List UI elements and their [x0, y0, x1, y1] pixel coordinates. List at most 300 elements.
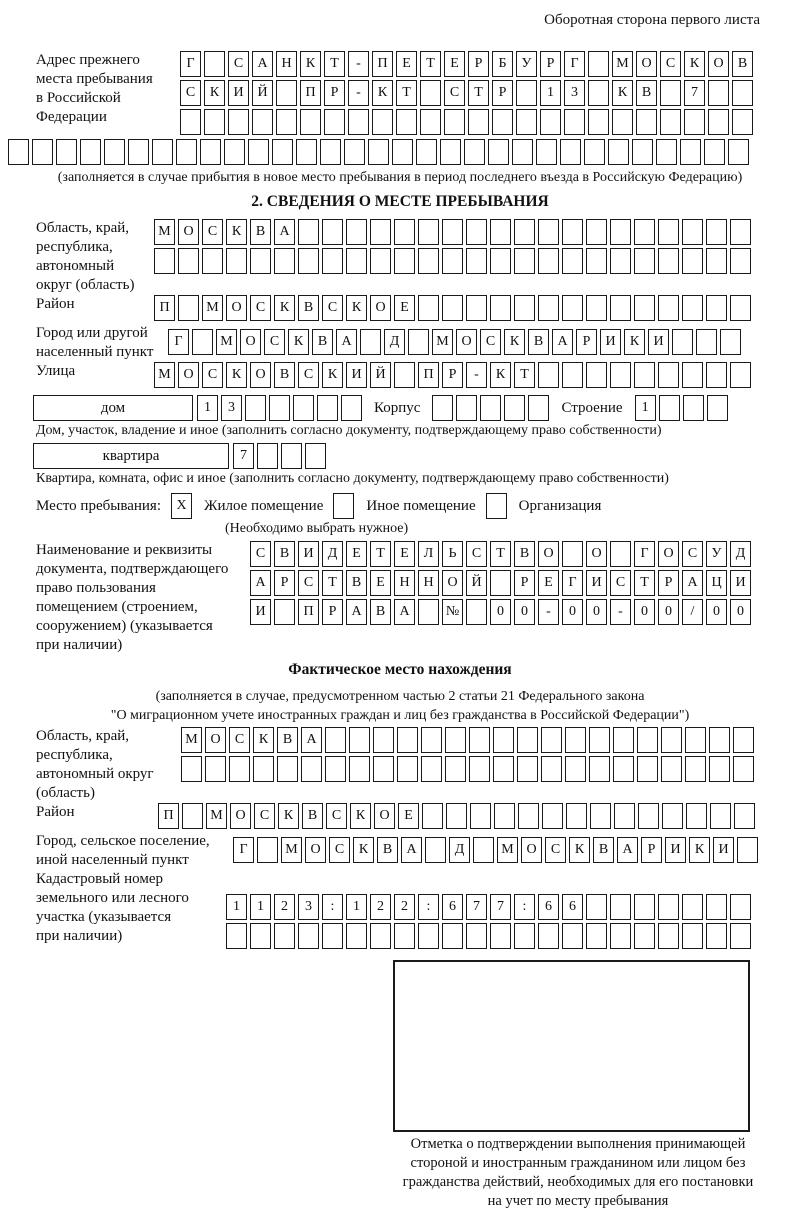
char-cell[interactable] [466, 295, 487, 321]
char-cell[interactable]: О [250, 362, 271, 388]
char-cell[interactable]: 7 [466, 894, 487, 920]
char-cell[interactable]: У [706, 541, 727, 567]
char-cell[interactable] [178, 295, 199, 321]
char-cell[interactable] [661, 756, 682, 782]
char-cell[interactable] [182, 803, 203, 829]
char-cell[interactable]: П [158, 803, 179, 829]
char-cell[interactable]: Р [492, 80, 513, 106]
char-cell[interactable] [421, 756, 442, 782]
char-cell[interactable] [421, 727, 442, 753]
checkbox-organization[interactable] [486, 493, 507, 519]
char-cell[interactable] [490, 295, 511, 321]
char-cell[interactable]: О [456, 329, 477, 355]
char-cell[interactable] [710, 803, 731, 829]
char-cell[interactable]: И [250, 599, 271, 625]
checkbox-other-premises[interactable] [333, 493, 354, 519]
char-cell[interactable] [494, 803, 515, 829]
char-cell[interactable] [442, 219, 463, 245]
char-cell[interactable]: 0 [730, 599, 751, 625]
char-cell[interactable] [584, 139, 605, 165]
char-cell[interactable] [728, 139, 749, 165]
char-cell[interactable] [538, 248, 559, 274]
char-cell[interactable] [456, 395, 477, 421]
char-cell[interactable]: П [418, 362, 439, 388]
char-cell[interactable] [610, 295, 631, 321]
char-cell[interactable] [368, 139, 389, 165]
char-cell[interactable]: А [401, 837, 422, 863]
char-cell[interactable]: О [636, 51, 657, 77]
char-cell[interactable] [128, 139, 149, 165]
char-cell[interactable]: Г [562, 570, 583, 596]
char-cell[interactable] [442, 295, 463, 321]
char-cell[interactable]: Т [322, 570, 343, 596]
char-cell[interactable] [344, 139, 365, 165]
char-cell[interactable]: Т [468, 80, 489, 106]
char-cell[interactable]: О [226, 295, 247, 321]
char-cell[interactable] [658, 295, 679, 321]
char-cell[interactable] [466, 599, 487, 625]
char-cell[interactable]: Е [398, 803, 419, 829]
char-cell[interactable] [228, 109, 249, 135]
char-cell[interactable] [504, 395, 525, 421]
char-cell[interactable] [176, 139, 197, 165]
char-cell[interactable] [154, 248, 175, 274]
char-cell[interactable]: К [300, 51, 321, 77]
char-cell[interactable] [682, 894, 703, 920]
char-cell[interactable] [538, 219, 559, 245]
char-cell[interactable]: К [372, 80, 393, 106]
char-cell[interactable]: 1 [197, 395, 218, 421]
char-cell[interactable] [492, 109, 513, 135]
char-cell[interactable]: К [689, 837, 710, 863]
char-cell[interactable]: М [432, 329, 453, 355]
char-cell[interactable] [490, 248, 511, 274]
char-cell[interactable] [277, 756, 298, 782]
char-cell[interactable]: О [370, 295, 391, 321]
char-cell[interactable]: 6 [538, 894, 559, 920]
char-cell[interactable]: О [178, 362, 199, 388]
char-cell[interactable]: 2 [274, 894, 295, 920]
char-cell[interactable]: В [298, 295, 319, 321]
char-cell[interactable] [732, 80, 753, 106]
char-cell[interactable]: С [480, 329, 501, 355]
char-cell[interactable] [322, 219, 343, 245]
char-cell[interactable]: С [329, 837, 350, 863]
char-cell[interactable] [200, 139, 221, 165]
char-cell[interactable] [397, 756, 418, 782]
char-cell[interactable]: 7 [490, 894, 511, 920]
char-cell[interactable] [442, 248, 463, 274]
char-cell[interactable] [662, 803, 683, 829]
char-cell[interactable] [349, 756, 370, 782]
char-cell[interactable] [466, 923, 487, 949]
char-cell[interactable]: 3 [564, 80, 585, 106]
char-cell[interactable]: О [374, 803, 395, 829]
char-cell[interactable] [202, 248, 223, 274]
char-cell[interactable] [737, 837, 758, 863]
char-cell[interactable] [566, 803, 587, 829]
char-cell[interactable]: Е [370, 570, 391, 596]
char-cell[interactable]: 2 [394, 894, 415, 920]
char-cell[interactable] [192, 329, 213, 355]
char-cell[interactable]: К [274, 295, 295, 321]
char-cell[interactable] [324, 109, 345, 135]
char-cell[interactable] [696, 329, 717, 355]
char-cell[interactable] [104, 139, 125, 165]
char-cell[interactable] [709, 756, 730, 782]
char-cell[interactable] [610, 923, 631, 949]
char-cell[interactable] [425, 837, 446, 863]
char-cell[interactable]: 0 [490, 599, 511, 625]
char-cell[interactable]: О [538, 541, 559, 567]
char-cell[interactable] [684, 109, 705, 135]
char-cell[interactable] [542, 803, 563, 829]
char-cell[interactable] [394, 248, 415, 274]
char-cell[interactable] [733, 756, 754, 782]
char-cell[interactable]: Н [394, 570, 415, 596]
char-cell[interactable]: С [326, 803, 347, 829]
char-cell[interactable]: Д [384, 329, 405, 355]
char-cell[interactable] [685, 727, 706, 753]
char-cell[interactable]: К [278, 803, 299, 829]
char-cell[interactable]: С [180, 80, 201, 106]
char-cell[interactable] [298, 248, 319, 274]
char-cell[interactable] [394, 923, 415, 949]
char-cell[interactable]: В [274, 541, 295, 567]
char-cell[interactable] [346, 923, 367, 949]
char-cell[interactable] [490, 923, 511, 949]
char-cell[interactable] [565, 756, 586, 782]
char-cell[interactable] [586, 295, 607, 321]
char-cell[interactable] [293, 395, 314, 421]
char-cell[interactable] [373, 727, 394, 753]
char-cell[interactable] [274, 599, 295, 625]
char-cell[interactable] [248, 139, 269, 165]
char-cell[interactable]: И [586, 570, 607, 596]
char-cell[interactable] [346, 248, 367, 274]
char-cell[interactable]: И [346, 362, 367, 388]
char-cell[interactable] [322, 248, 343, 274]
char-cell[interactable]: О [230, 803, 251, 829]
char-cell[interactable]: - [610, 599, 631, 625]
char-cell[interactable] [396, 109, 417, 135]
char-cell[interactable] [493, 727, 514, 753]
char-cell[interactable]: 7 [684, 80, 705, 106]
char-cell[interactable] [325, 756, 346, 782]
char-cell[interactable] [422, 803, 443, 829]
char-cell[interactable] [634, 219, 655, 245]
char-cell[interactable] [586, 248, 607, 274]
char-cell[interactable] [586, 923, 607, 949]
char-cell[interactable]: П [298, 599, 319, 625]
char-cell[interactable]: Е [346, 541, 367, 567]
char-cell[interactable] [560, 139, 581, 165]
char-cell[interactable] [637, 756, 658, 782]
char-cell[interactable] [658, 219, 679, 245]
char-cell[interactable] [514, 248, 535, 274]
char-cell[interactable] [682, 923, 703, 949]
char-cell[interactable] [296, 139, 317, 165]
char-cell[interactable] [565, 727, 586, 753]
char-cell[interactable] [229, 756, 250, 782]
char-cell[interactable]: Т [324, 51, 345, 77]
char-cell[interactable]: К [346, 295, 367, 321]
char-cell[interactable] [301, 756, 322, 782]
char-cell[interactable]: 6 [442, 894, 463, 920]
char-cell[interactable]: - [466, 362, 487, 388]
char-cell[interactable] [706, 295, 727, 321]
char-cell[interactable]: В [250, 219, 271, 245]
char-cell[interactable] [8, 139, 29, 165]
char-cell[interactable] [730, 894, 751, 920]
char-cell[interactable]: В [732, 51, 753, 77]
char-cell[interactable]: С [298, 362, 319, 388]
char-cell[interactable] [305, 443, 326, 469]
char-cell[interactable] [586, 894, 607, 920]
char-cell[interactable] [370, 923, 391, 949]
char-cell[interactable] [360, 329, 381, 355]
char-cell[interactable]: К [288, 329, 309, 355]
char-cell[interactable]: Ь [442, 541, 463, 567]
char-cell[interactable] [562, 219, 583, 245]
char-cell[interactable] [56, 139, 77, 165]
char-cell[interactable] [517, 727, 538, 753]
char-cell[interactable] [586, 362, 607, 388]
char-cell[interactable] [660, 80, 681, 106]
char-cell[interactable]: 1 [635, 395, 656, 421]
char-cell[interactable] [490, 570, 511, 596]
char-cell[interactable] [442, 923, 463, 949]
char-cell[interactable] [257, 837, 278, 863]
char-cell[interactable] [488, 139, 509, 165]
char-cell[interactable] [610, 219, 631, 245]
char-cell[interactable]: Й [466, 570, 487, 596]
char-cell[interactable] [536, 139, 557, 165]
char-cell[interactable]: Р [274, 570, 295, 596]
char-cell[interactable] [658, 894, 679, 920]
char-cell[interactable] [610, 894, 631, 920]
char-cell[interactable] [226, 923, 247, 949]
char-cell[interactable]: О [305, 837, 326, 863]
char-cell[interactable]: - [538, 599, 559, 625]
char-cell[interactable] [682, 248, 703, 274]
char-cell[interactable] [281, 443, 302, 469]
char-cell[interactable]: В [302, 803, 323, 829]
char-cell[interactable]: В [377, 837, 398, 863]
char-cell[interactable]: К [204, 80, 225, 106]
char-cell[interactable]: Н [276, 51, 297, 77]
char-cell[interactable] [516, 80, 537, 106]
char-cell[interactable] [634, 923, 655, 949]
char-cell[interactable]: К [490, 362, 511, 388]
char-cell[interactable]: М [612, 51, 633, 77]
char-cell[interactable] [466, 219, 487, 245]
char-cell[interactable] [660, 109, 681, 135]
char-cell[interactable] [538, 923, 559, 949]
char-cell[interactable]: - [348, 51, 369, 77]
char-cell[interactable]: И [648, 329, 669, 355]
char-cell[interactable] [349, 727, 370, 753]
checkbox-residential[interactable]: X [171, 493, 192, 519]
char-cell[interactable] [348, 109, 369, 135]
char-cell[interactable]: С [202, 362, 223, 388]
char-cell[interactable] [80, 139, 101, 165]
char-cell[interactable]: О [521, 837, 542, 863]
char-cell[interactable] [706, 219, 727, 245]
char-cell[interactable]: К [684, 51, 705, 77]
char-cell[interactable]: И [730, 570, 751, 596]
char-cell[interactable] [706, 362, 727, 388]
char-cell[interactable] [730, 923, 751, 949]
char-cell[interactable]: Е [444, 51, 465, 77]
char-cell[interactable] [588, 109, 609, 135]
char-cell[interactable] [708, 80, 729, 106]
char-cell[interactable]: С [250, 541, 271, 567]
char-cell[interactable]: С [682, 541, 703, 567]
char-cell[interactable]: Р [468, 51, 489, 77]
char-cell[interactable]: А [682, 570, 703, 596]
char-cell[interactable]: В [274, 362, 295, 388]
char-cell[interactable] [682, 362, 703, 388]
char-cell[interactable] [672, 329, 693, 355]
char-cell[interactable]: К [504, 329, 525, 355]
char-cell[interactable]: Р [324, 80, 345, 106]
char-cell[interactable]: А [346, 599, 367, 625]
char-cell[interactable] [408, 329, 429, 355]
char-cell[interactable] [276, 80, 297, 106]
char-cell[interactable]: В [346, 570, 367, 596]
char-cell[interactable] [562, 362, 583, 388]
char-cell[interactable]: С [228, 51, 249, 77]
char-cell[interactable]: К [569, 837, 590, 863]
char-cell[interactable] [445, 727, 466, 753]
char-cell[interactable]: И [228, 80, 249, 106]
char-cell[interactable] [392, 139, 413, 165]
char-cell[interactable]: Б [492, 51, 513, 77]
char-cell[interactable]: С [466, 541, 487, 567]
char-cell[interactable] [730, 219, 751, 245]
char-cell[interactable] [541, 756, 562, 782]
char-cell[interactable]: М [202, 295, 223, 321]
char-cell[interactable]: П [154, 295, 175, 321]
char-cell[interactable] [250, 248, 271, 274]
char-cell[interactable] [226, 248, 247, 274]
char-cell[interactable]: П [372, 51, 393, 77]
char-cell[interactable] [541, 727, 562, 753]
char-cell[interactable] [250, 923, 271, 949]
char-cell[interactable]: М [181, 727, 202, 753]
char-cell[interactable]: В [593, 837, 614, 863]
char-cell[interactable] [257, 443, 278, 469]
char-cell[interactable]: Р [658, 570, 679, 596]
char-cell[interactable] [540, 109, 561, 135]
char-cell[interactable] [370, 248, 391, 274]
char-cell[interactable] [589, 756, 610, 782]
char-cell[interactable] [562, 295, 583, 321]
char-cell[interactable] [680, 139, 701, 165]
char-cell[interactable]: 7 [233, 443, 254, 469]
char-cell[interactable]: С [444, 80, 465, 106]
char-cell[interactable]: О [178, 219, 199, 245]
char-cell[interactable] [637, 727, 658, 753]
char-cell[interactable]: М [154, 362, 175, 388]
char-cell[interactable] [464, 139, 485, 165]
char-cell[interactable] [152, 139, 173, 165]
char-cell[interactable] [659, 395, 680, 421]
char-cell[interactable]: В [528, 329, 549, 355]
char-cell[interactable] [614, 803, 635, 829]
char-cell[interactable] [656, 139, 677, 165]
char-cell[interactable] [706, 248, 727, 274]
char-cell[interactable]: 0 [706, 599, 727, 625]
char-cell[interactable] [514, 219, 535, 245]
char-cell[interactable]: 1 [346, 894, 367, 920]
apartment-type-box[interactable]: квартира [33, 443, 229, 469]
char-cell[interactable]: Е [538, 570, 559, 596]
char-cell[interactable] [634, 295, 655, 321]
char-cell[interactable]: 6 [562, 894, 583, 920]
char-cell[interactable] [732, 109, 753, 135]
char-cell[interactable] [298, 923, 319, 949]
char-cell[interactable] [682, 219, 703, 245]
char-cell[interactable] [708, 109, 729, 135]
char-cell[interactable]: 0 [586, 599, 607, 625]
char-cell[interactable]: Р [576, 329, 597, 355]
char-cell[interactable] [512, 139, 533, 165]
char-cell[interactable]: О [658, 541, 679, 567]
char-cell[interactable] [180, 109, 201, 135]
char-cell[interactable]: Р [322, 599, 343, 625]
char-cell[interactable] [538, 362, 559, 388]
char-cell[interactable]: С [250, 295, 271, 321]
char-cell[interactable] [589, 727, 610, 753]
char-cell[interactable] [706, 894, 727, 920]
char-cell[interactable]: М [281, 837, 302, 863]
char-cell[interactable]: О [708, 51, 729, 77]
char-cell[interactable] [346, 219, 367, 245]
char-cell[interactable] [638, 803, 659, 829]
char-cell[interactable] [373, 756, 394, 782]
char-cell[interactable] [528, 395, 549, 421]
char-cell[interactable] [685, 756, 706, 782]
char-cell[interactable]: Й [370, 362, 391, 388]
char-cell[interactable] [245, 395, 266, 421]
char-cell[interactable] [632, 139, 653, 165]
char-cell[interactable]: 0 [634, 599, 655, 625]
char-cell[interactable]: У [516, 51, 537, 77]
char-cell[interactable]: А [394, 599, 415, 625]
char-cell[interactable]: А [301, 727, 322, 753]
char-cell[interactable] [418, 219, 439, 245]
char-cell[interactable]: Й [252, 80, 273, 106]
char-cell[interactable] [32, 139, 53, 165]
char-cell[interactable]: Д [730, 541, 751, 567]
char-cell[interactable]: Д [449, 837, 470, 863]
char-cell[interactable]: К [253, 727, 274, 753]
char-cell[interactable] [610, 248, 631, 274]
char-cell[interactable]: : [418, 894, 439, 920]
char-cell[interactable] [274, 923, 295, 949]
char-cell[interactable]: 3 [298, 894, 319, 920]
char-cell[interactable] [420, 80, 441, 106]
char-cell[interactable]: С [322, 295, 343, 321]
char-cell[interactable]: : [514, 894, 535, 920]
char-cell[interactable]: 0 [562, 599, 583, 625]
char-cell[interactable]: Л [418, 541, 439, 567]
char-cell[interactable]: С [610, 570, 631, 596]
char-cell[interactable] [613, 727, 634, 753]
char-cell[interactable] [274, 248, 295, 274]
